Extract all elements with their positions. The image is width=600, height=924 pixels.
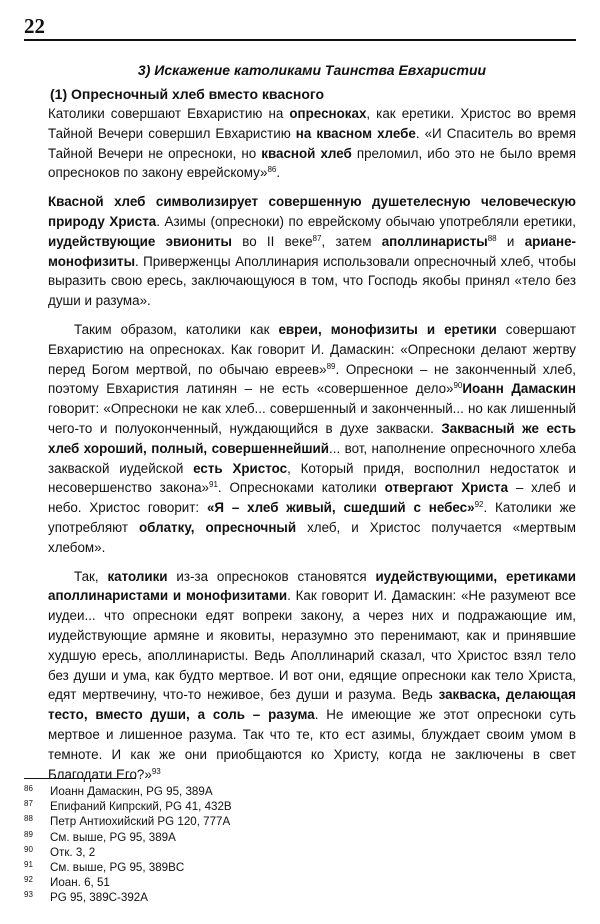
footnote-ref: 90 xyxy=(453,381,463,391)
section-title: 3) Искажение католиками Таинства Евхаристии xyxy=(137,62,487,78)
footnote: 90 Отк. 3, 2 xyxy=(24,844,96,859)
footnote: 86 Иоанн Дамаскин, PG 95, 389A xyxy=(24,784,213,798)
paragraph-1: Католики совершают Евхаристию на опресноках, как еретики. Христос во время Тайной Вечери совершил Евхаристию на квасном хлебе. «И Спаситель во время Тайной Вечери не опресноки, но квасной хлеб преломил, ибо это не было время опресноков по закону еврейскому»$^{86}$. xyxy=(48,106,577,181)
footnote-ref: 93 xyxy=(151,766,161,776)
footnote: 89 См. выше, PG 95, 389A xyxy=(24,829,176,844)
footnote-ref: 88 xyxy=(487,233,497,243)
paragraph-2: Квасной хлеб символизирует совершенную душетелесную человеческую природу Христа. Азимы (опресноки) по еврейскому обычаю употребляли еретики, иудействующие эвиониты во II веке$^{87}$, затем аполлинаристы$^{88}$ и ариане-монофизиты. Приверженцы Аполлинария использовали опресночный хлеб, чтобы выразить свою ересь, заключающуюся в том, что Господь якобы принял «тело без души и разума». xyxy=(48,194,576,309)
paragraph-4: Так, католики из-за опресноков становятся иудействующими, еретиками аполлинаристами и монофизитами. Как говорит И. Дамаскин: «Не разумеют все иудеи... что опресноки едят вопреки закону, а через них и подражающие им, иудействующие армяне и яковиты, неразумно это перенимают, как и принявшие худшую ересь, аполлинаристы. Ведь Аполлинарий сказал, что Христос взял тело без души и ума, как будто мертвое. И вот они, едящие опресноки как тело Христа, едят мертвечину, что-то неживое, без души и разума. Ведь закваска, делающая тесто, вместо души, а соль – разума. Не имеющие же этот опресноки суть мертвое и лишенное разума. Так что те, кто ест азимы, блуждает своим умом в темноте. И как же они приобщаются ко Христу, когда не заключены в свет Благодати Его?»$^{93}$ xyxy=(48,568,576,782)
header-rule xyxy=(24,39,576,41)
subsection-title: (1) Опресночный хлеб вместо квасного xyxy=(50,86,325,102)
page-number: 22 xyxy=(24,14,45,38)
footnotes xyxy=(24,784,424,906)
footnote: 91 См. выше, PG 95, 389BC xyxy=(24,860,185,875)
footnote-ref: 89 xyxy=(326,361,336,371)
paragraph-3: Таким образом, католики как евреи, монофизиты и еретики совершают Евхаристию на опресноках. Как говорит И. Дамаскин: «Опресноки делают жертву перед Богом мертвой, по обычаю евреев»$^{89}$. Опресноки – не законченный хлеб, поэтому Евхаристия латинян – не есть «совершенное дело»$^{90}$Иоанн Дамаскин говорит: «Опресноки не как хлеб... совершенный и законченный... но как лишенный чего-то и полуоконченный, нуждающийся в духе закваски. Заквасный же есть хлеб хороший, полный, совершеннейший... вот, наполнение опресночного хлеба закваской иудейской есть Христос, Который придя, восполнил недостаток и несовершенство закона»$^{91}$. Опресноками католики отвергают Христа – хлеб и небо. Христос говорит: «Я – хлеб живый, сшедший с небес»$^{92}$. Католики же употребляют облатку, опресночный хлеб, и Христос получается «мертвым хлебом». xyxy=(48,321,577,555)
footnote-rule xyxy=(24,778,136,779)
footnote-ref: 86 xyxy=(267,165,277,175)
main-text xyxy=(48,52,576,784)
footnote: 87 Епифаний Кипрский, PG 41, 432B xyxy=(24,799,232,814)
footnote: 93 PG 95, 389C-392A xyxy=(24,890,148,905)
footnote: 88 Петр Антиохийский PG 120, 777A xyxy=(24,814,231,829)
footnote-ref: 87 xyxy=(312,233,322,243)
footnote-ref: 91 xyxy=(209,480,218,490)
footnote-ref: 92 xyxy=(474,500,484,510)
footnote: 92 Иоан. 6, 51 xyxy=(24,875,110,890)
